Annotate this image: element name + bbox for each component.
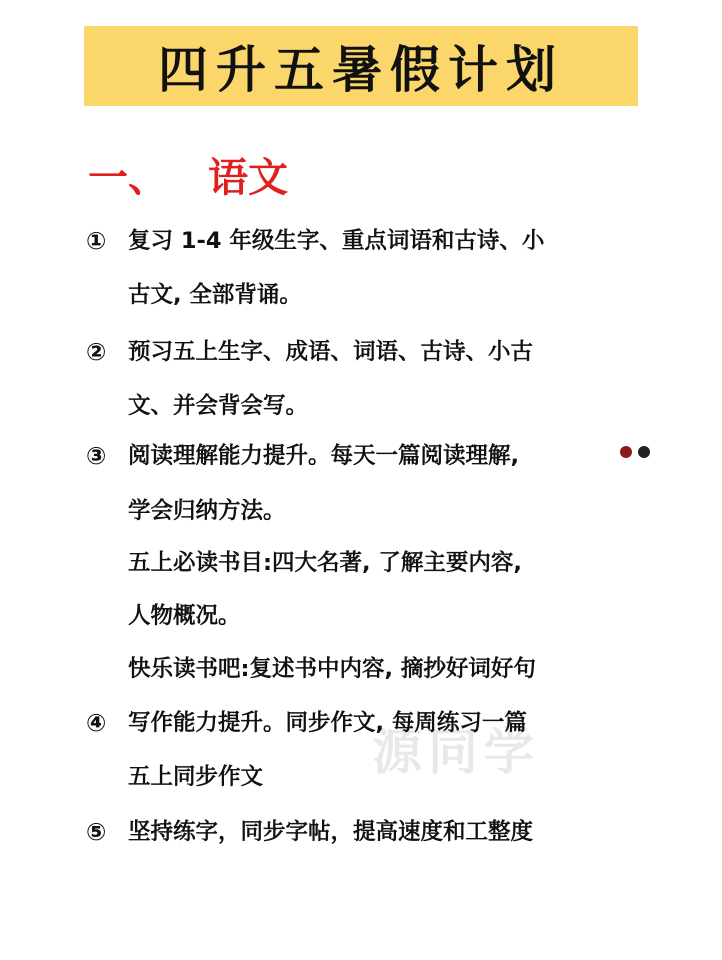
item-3-line-4: 人物概况。 — [128, 603, 241, 629]
item-2-line-1: 预习五上生字、成语、词语、古诗、小古 — [128, 339, 534, 365]
item-3-line-1: 阅读理解能力提升。每天一篇阅读理解, — [128, 443, 520, 469]
item-marker-4: ④ — [86, 709, 107, 737]
item-3-line-2: 学会归纳方法。 — [128, 498, 286, 524]
item-5-line-1: 坚持练字，同步字帖，提高速度和工整度 — [128, 819, 534, 845]
red-dot-icon — [620, 446, 632, 458]
title-banner — [84, 26, 638, 106]
item-marker-2: ② — [86, 338, 107, 366]
item-1-line-1: 复习 1-4 年级生字、重点词语和古诗、小 — [128, 228, 545, 254]
page-title: 四升五暑假计划 — [158, 40, 564, 99]
item-2-line-2: 文、并会背会写。 — [128, 393, 309, 419]
item-1-line-2: 古文, 全部背诵。 — [128, 282, 302, 308]
item-4-line-2: 五上同步作文 — [128, 764, 264, 790]
watermark-text: 源同学 — [372, 723, 540, 781]
item-marker-5: ⑤ — [86, 818, 107, 846]
item-3-line-5: 快乐读书吧:复述书中内容, 摘抄好词好句 — [128, 656, 536, 682]
item-marker-1: ① — [86, 227, 107, 255]
section-heading — [88, 146, 288, 203]
section-number: 一、 — [88, 155, 168, 201]
item-marker-3: ③ — [86, 442, 107, 470]
item-3-line-3: 五上必读书目:四大名著, 了解主要内容, — [128, 550, 522, 576]
decorative-dots — [620, 446, 650, 458]
section-label: 语文 — [208, 155, 288, 201]
black-dot-icon — [638, 446, 650, 458]
item-4-line-1: 写作能力提升。同步作文, 每周练习一篇 — [128, 710, 527, 736]
